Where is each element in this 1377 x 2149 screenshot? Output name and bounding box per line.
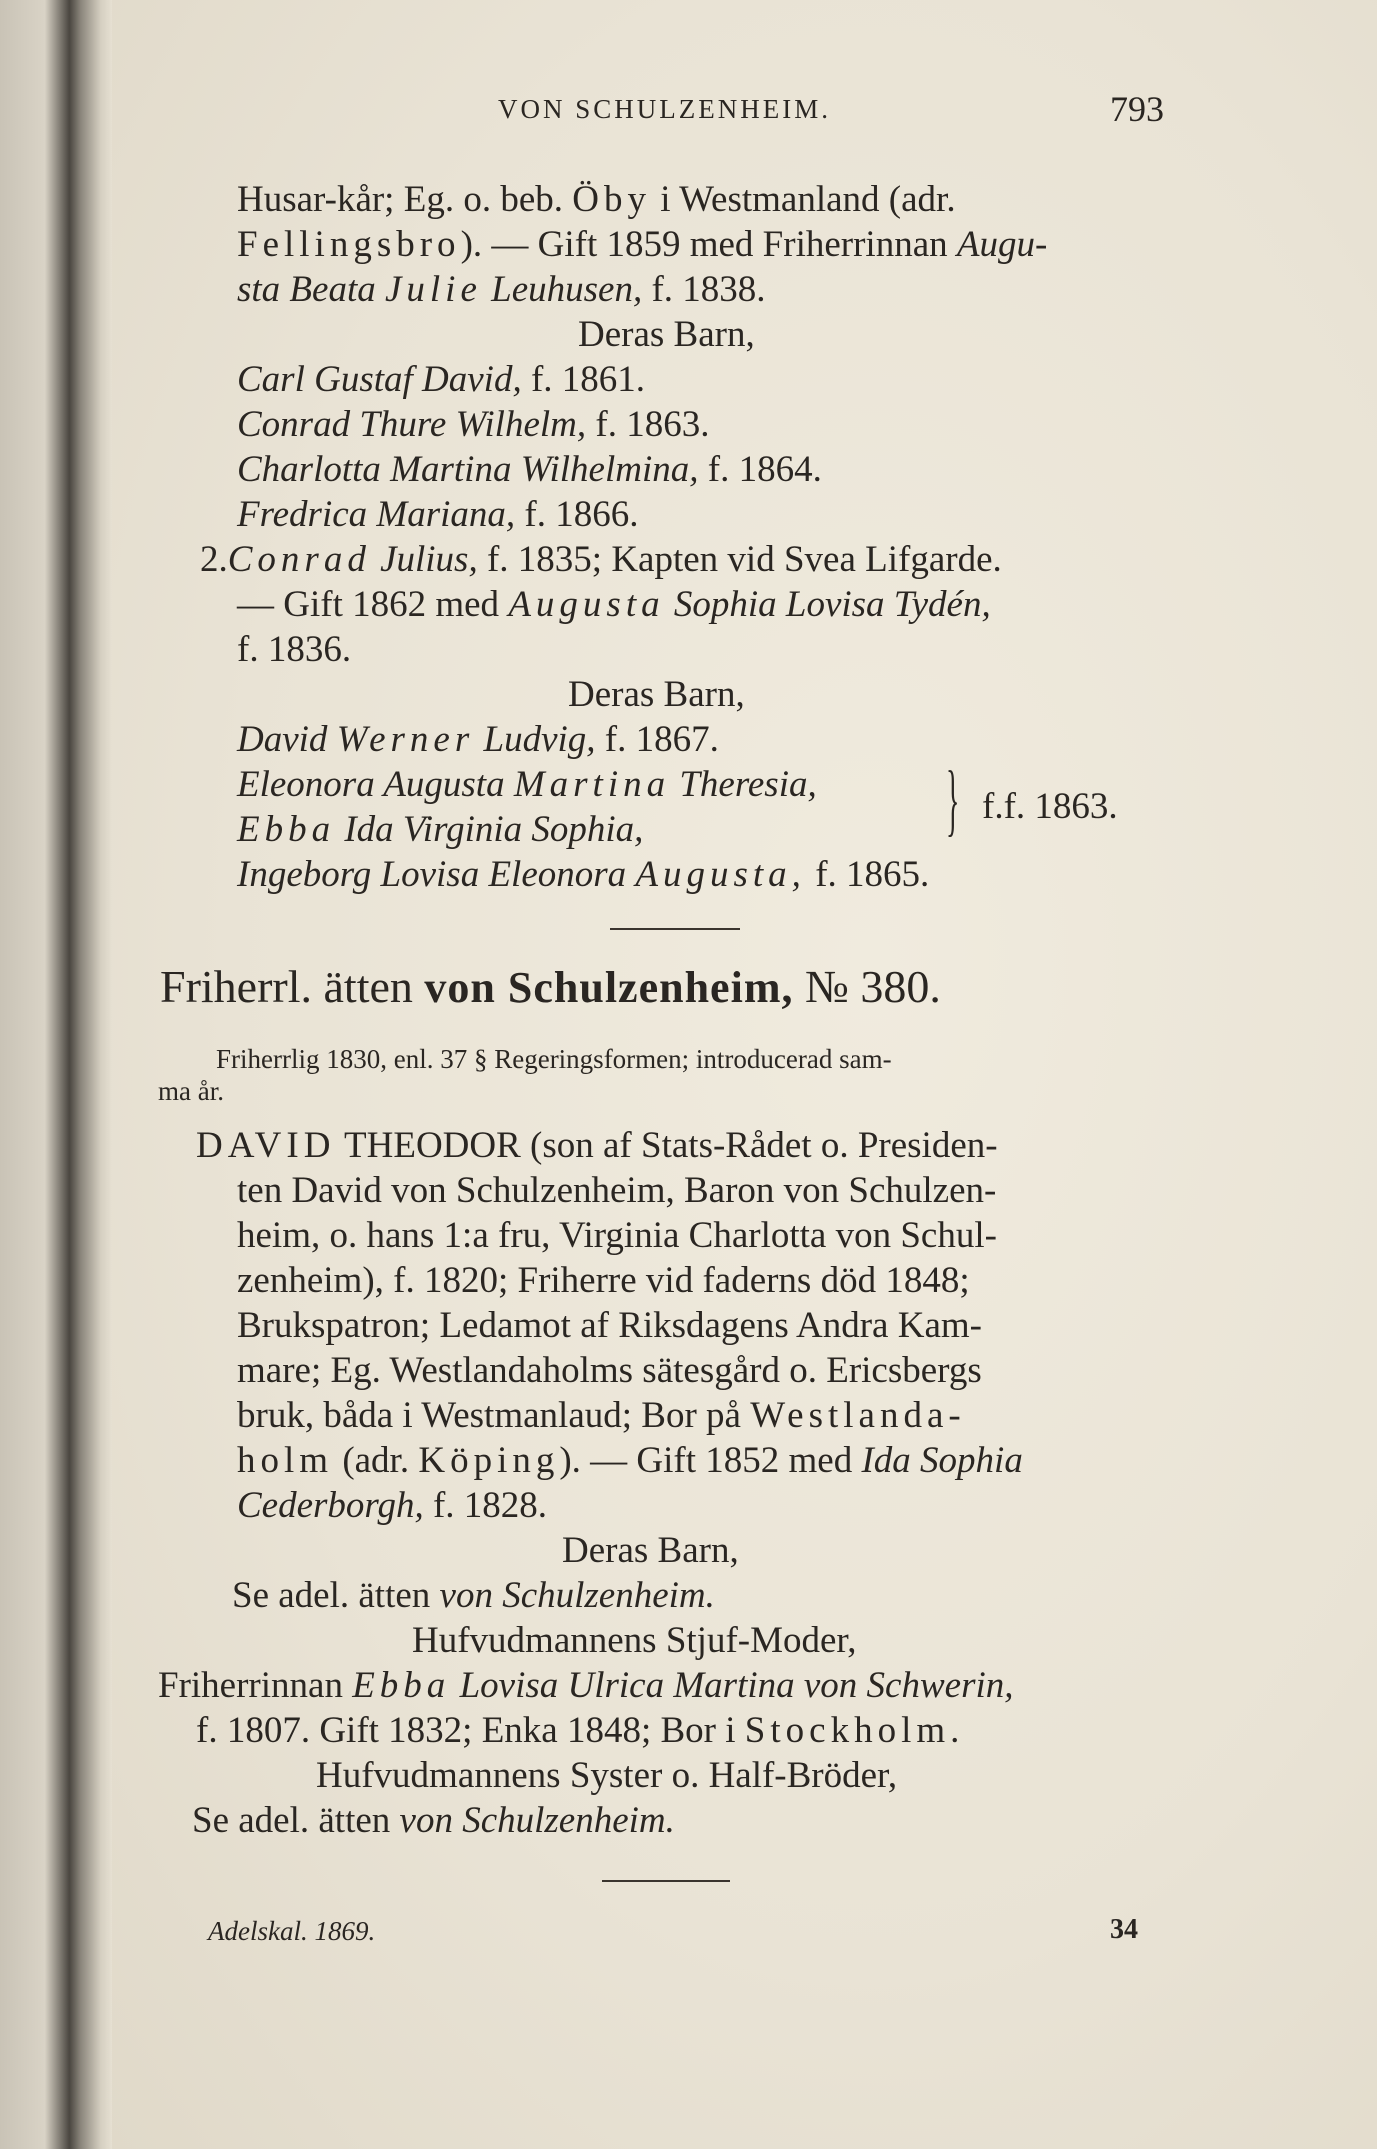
children-heading: Deras Barn, — [562, 1530, 739, 1571]
text-line: 2.Conrad Julius, f. 1835; Kapten vid Svea Lifgarde. — [200, 539, 1002, 580]
child-entry: Eleonora Augusta Martina Theresia, — [237, 764, 817, 805]
text-line: Brukspatron; Ledamot af Riksdagens Andra Kam- — [237, 1305, 982, 1346]
text-line: Friherrinnan Ebba Lovisa Ulrica Martina von Schwerin, — [158, 1665, 1014, 1706]
text-line: zenheim), f. 1820; Friherre vid faderns död 1848; — [237, 1260, 970, 1301]
text-line: mare; Eg. Westlandaholms sätesgård o. Ericsbergs — [237, 1350, 982, 1391]
child-entry: Ebba Ida Virginia Sophia, — [237, 809, 644, 850]
text-line: heim, o. hans 1:a fru, Virginia Charlotta von Schul- — [237, 1215, 997, 1256]
book-spine — [0, 0, 112, 2149]
children-heading: Deras Barn, — [578, 314, 755, 355]
text-line: holm (adr. Köping). — Gift 1852 med Ida Sophia — [237, 1440, 1023, 1481]
text-line: Husar-kår; Eg. o. beb. Öby i Westmanland (adr. — [237, 179, 956, 220]
stepmother-heading: Hufvudmannens Stjuf-Moder, — [412, 1620, 857, 1661]
signature-mark: Adelskal. 1869. — [208, 1916, 376, 1946]
section-title: Friherrl. ätten von Schulzenheim, № 380. — [160, 961, 941, 1012]
divider — [610, 928, 740, 930]
text-line: f. 1836. — [237, 629, 352, 670]
brace: } — [946, 756, 960, 844]
text-line: bruk, båda i Westmanlaud; Bor på Westlanda- — [237, 1395, 966, 1436]
text-line: — Gift 1862 med Augusta Sophia Lovisa Tydén, — [237, 584, 991, 625]
divider — [602, 1880, 730, 1882]
child-entry: Charlotta Martina Wilhelmina, f. 1864. — [237, 449, 822, 490]
text-line: sta Beata Julie Leuhusen, f. 1838. — [237, 269, 766, 310]
child-entry: Ingeborg Lovisa Eleonora Augusta, f. 1865. — [237, 854, 930, 895]
section-note: ma år. — [158, 1076, 224, 1106]
text-line: Cederborgh, f. 1828. — [237, 1485, 548, 1526]
child-entry: Conrad Thure Wilhelm, f. 1863. — [237, 404, 710, 445]
cross-reference: Se adel. ätten von Schulzenheim. — [232, 1575, 715, 1616]
sister-heading: Hufvudmannens Syster o. Half-Bröder, — [316, 1755, 898, 1796]
section-note: Friherrlig 1830, enl. 37 § Regeringsformen; introducerad sam- — [216, 1044, 892, 1074]
sheet-number: 34 — [1110, 1914, 1138, 1945]
text-line: DAVID THEODOR (son af Stats-Rådet o. Presiden- — [196, 1125, 998, 1166]
child-entry: Fredrica Mariana, f. 1866. — [237, 494, 639, 535]
text-line: ten David von Schulzenheim, Baron von Schulzen- — [237, 1170, 997, 1211]
child-entry: Carl Gustaf David, f. 1861. — [237, 359, 646, 400]
running-title: VON SCHULZENHEIM. — [498, 94, 831, 124]
page-number: 793 — [1110, 89, 1164, 129]
child-entry: David Werner Ludvig, f. 1867. — [237, 719, 719, 760]
text-line: Fellingsbro). — Gift 1859 med Friherrinnan Augu- — [237, 224, 1048, 265]
cross-reference: Se adel. ätten von Schulzenheim. — [192, 1800, 675, 1841]
children-heading: Deras Barn, — [568, 674, 745, 715]
text-line: f. 1807. Gift 1832; Enka 1848; Bor i Stockholm. — [196, 1710, 965, 1751]
twins-born: f.f. 1863. — [982, 786, 1118, 827]
